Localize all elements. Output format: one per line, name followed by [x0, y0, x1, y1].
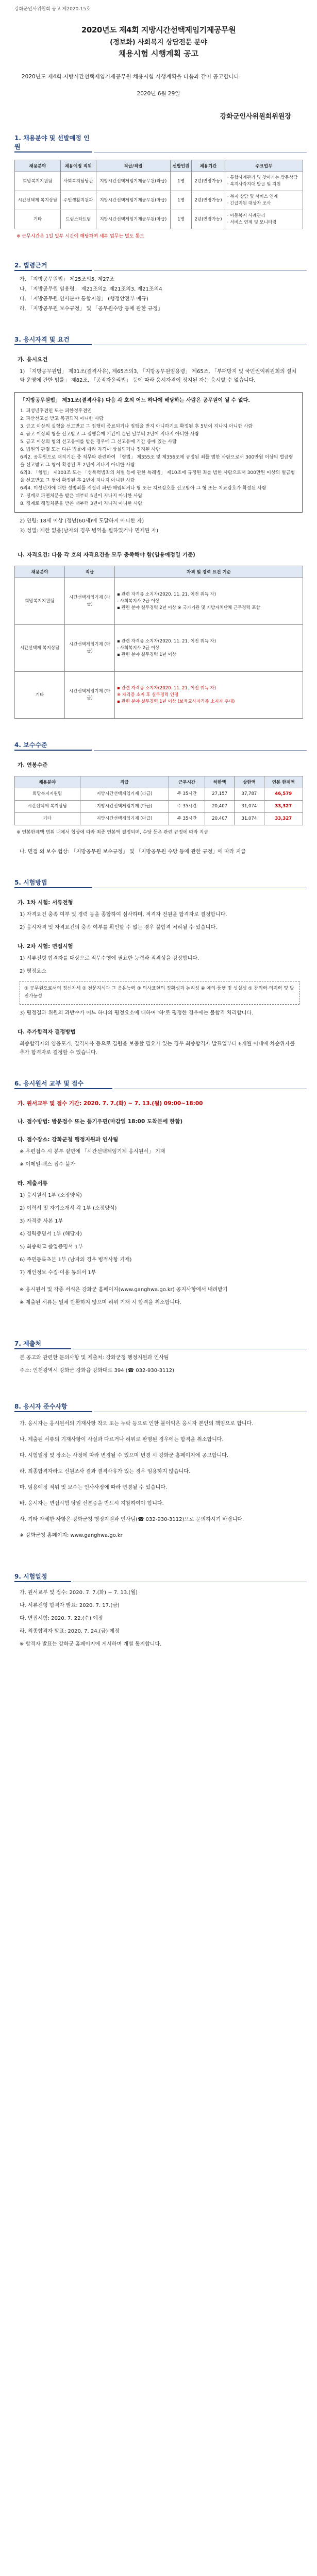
schedule-item: 가. 원서교부 및 접수: 2020. 7. 7.(화) ~ 7. 13.(월) [20, 1590, 138, 1596]
table-cell: 시간선택제 복지상담 [15, 191, 61, 210]
section-9-title: 9. 시험일정 [14, 1573, 47, 1580]
paragraph: ※ 우편접수 시 봉투 겉면에 「시간선택제임기제 응시원서」 기재 [20, 1149, 165, 1155]
document-item: 5) 최종학교 졸업증명서 1부 [20, 1244, 83, 1250]
table-header: 상한액 [235, 776, 264, 788]
schedule-item: 다. 면접시험: 2020. 7. 22.(수) 예정 [20, 1616, 103, 1621]
subsection-title: 다. 접수장소: 강화군청 행정지원과 인사팀 [18, 1137, 119, 1143]
website-note: ※ 강화군청 홈페이지: www.ganghwa.go.kr [20, 1533, 123, 1538]
table-cell: ▪ 관련 자격증 소지자(2020. 11. 21. 이전 취득 자) ※ 자격증 소지 후 실무경력 인정 ▪ 관련 분야 실무경력 1년 이상 (보육교사자격증 소지자 우대) [115, 672, 303, 719]
paragraph: 2) 평정요소 [20, 969, 47, 974]
schedule-item: 라. 최종합격자 발표: 2020. 7. 24.(금) 예정 [20, 1629, 120, 1634]
document-item: 6) 주민등록초본 1부 (남자의 경우 병적사항 기재) [20, 1257, 132, 1263]
header-line2: (정보화) 사회복지 상담전문 분야 [110, 39, 207, 46]
table-cell: 시간선택제 복지상담 [15, 801, 80, 813]
table-header: 직급/직렬 [96, 160, 170, 172]
document-item: 2) 이력서 및 자기소개서 각 1부 (소정양식) [20, 1206, 117, 1211]
table-cell: 기타 [15, 813, 80, 825]
paragraph: 최종합격자의 임용포기, 결격사유 등으로 결원을 보충할 필요가 있는 경우 최종합격자 발표일부터 6개월 이내에 차순위자를 추가 합격자로 결정할 수 있습니다. [20, 1041, 295, 1056]
section-1-title: 1. 채용분야 및 선발예정 인원 [14, 134, 90, 150]
paragraph: 나. 면접 외 보수 협상: 「지방공무원 보수규정」 및 「지방공무원 수당 등에 관한 규정」에 따라 지급 [20, 849, 246, 855]
intro-text: 2020년도 제4회 지방시간선택제임기제공무원 채용시험 시행계획을 다음과 같이 공고합니다. [22, 74, 241, 80]
table-cell: ▪ 관련 자격증 소지자(2020. 11. 21. 이전 취득 자) - 사회복지사 2급 이상 ▪ 관련 분야 실무경력 2년 이상 ※ 국가기관 및 지방자치단체 근무경력 포함 [115, 578, 303, 625]
disqualification-box [14, 392, 303, 513]
table-cell: 지방시간선택제임기제공무원(마급) [96, 191, 170, 210]
salary-note: ※ 연봉한계액 범위 내에서 협상에 따라 최종 연봉액 결정되며, 수당 등은 관련 규정에 따라 지급 [16, 830, 209, 835]
table-cell: 20,407 [205, 813, 235, 825]
section-7-heading [14, 1338, 307, 1349]
table-cell: 33,327 [264, 801, 303, 813]
table-cell: 주 35시간 [169, 788, 205, 801]
section-4-heading [14, 739, 307, 751]
table-row [15, 625, 303, 672]
table-row [15, 801, 303, 813]
section-8-heading [14, 1401, 307, 1412]
table-cell: 시간선택제임기제 (마급) [65, 672, 115, 719]
table-header: 채용분야 [15, 566, 65, 578]
box-line: 7. 징계로 파면처분을 받은 때부터 5년이 지나지 아니한 사람 [20, 494, 143, 499]
section-6-heading [14, 1078, 307, 1089]
table-cell: · 통합사례관리 및 찾아가는 방문상담 · 복지사각지대 발굴 및 지원 [225, 172, 303, 191]
table-cell: 지방시간선택제임기제공무원(라급) [96, 172, 170, 191]
table-cell: 희망복지지원팀 [15, 578, 65, 625]
table-row [15, 172, 303, 191]
table-cell: 지방시간선택제임기제 (라급) [80, 788, 169, 801]
paragraph: ※ 제출된 서류는 일체 반환하지 않으며 허위 기재 시 합격을 취소합니다. [20, 1300, 181, 1306]
table-cell: 기타 [15, 672, 65, 719]
section-7-title: 7. 제출처 [14, 1340, 41, 1347]
subsection-title: 다. 추가합격자 결정방법 [18, 1029, 76, 1035]
section-4-title: 4. 보수수준 [14, 741, 47, 749]
table-cell: 사회복지담당관 [60, 172, 96, 191]
document-item: 3) 자격증 사본 1부 [20, 1218, 63, 1224]
table-header: 선발인원 [170, 160, 191, 172]
paragraph: 주소: 인천광역시 강화군 강화읍 강화대로 394 (☎ 032-930-3112) [20, 1368, 175, 1374]
table-cell: 1명 [170, 210, 191, 229]
subsection-title: 나. 2차 시험: 면접시험 [18, 943, 73, 950]
subsection-title: 나. 자격요건: 다음 각 호의 자격요건을 모두 충족해야 함(임용예정일 기준) [18, 552, 195, 558]
evaluation-elements: ① 공무원으로서의 정신자세 ② 전문지식과 그 응용능력 ③ 의사표현의 정확성과 논리성 ④ 예의·품행 및 성실성 ⑤ 창의력·의지력 및 발전가능성 [20, 981, 299, 1005]
section-2-heading [14, 260, 307, 271]
header-line1: 2020년도 제4회 지방시간선택제임기제공무원 [81, 25, 236, 35]
paragraph: 3) 성별: 제한 없음(남자의 경우 병역을 필하였거나 면제된 자) [20, 528, 159, 534]
table-cell: 1명 [170, 191, 191, 210]
table-cell: 46,579 [264, 788, 303, 801]
announcement-header [10, 24, 307, 59]
section-2-title: 2. 법령근거 [14, 262, 47, 269]
table-cell: 주 35시간 [169, 813, 205, 825]
section-1-heading [14, 134, 307, 152]
table-cell: 기타 [15, 210, 61, 229]
law-item: 가. 「지방공무원법」 제25조의5, 제27조 [20, 277, 114, 282]
salary-table [14, 776, 303, 825]
box-line: 5. 금고 이상의 형의 선고유예를 받은 경우에 그 선고유예 기간 중에 있는 사람 [20, 439, 177, 445]
rule-item: 바. 응시자는 면접시험 당일 신분증을 반드시 지참하여야 합니다. [20, 1501, 164, 1506]
paragraph: 2) 연령: 18세 이상 (정년(60세)에 도달하지 아니한 자) [20, 518, 144, 524]
section-1-note: ※ 근무시간은 1일 일부 시간에 해당하며 세부 업무는 별도 통보 [16, 234, 144, 239]
announcement-date: 2020년 6월 29일 [137, 91, 180, 97]
table-header: 자격 및 경력 요건 기준 [115, 566, 303, 578]
law-item: 나. 「지방공무원 임용령」 제21조의2, 제21조의3, 제21조의4 [20, 286, 162, 292]
page [10, 0, 307, 1649]
document-number: 강화군인사위원회 공고 제2020-15호 [14, 7, 91, 12]
document-item: 4) 경력증명서 1부 (해당자) [20, 1231, 82, 1237]
section-8-title: 8. 응시자 준수사항 [14, 1403, 68, 1410]
table-row [15, 788, 303, 801]
rule-item: 다. 시험일정 및 장소는 사정에 따라 변경될 수 있으며 변경 시 강화군 홈페이지에 공고합니다. [20, 1453, 229, 1459]
table-cell: 지방시간선택제임기제 (마급) [80, 801, 169, 813]
qualification-table [14, 566, 303, 719]
table-row [15, 813, 303, 825]
table-cell: 시간선택제임기제 (마급) [65, 625, 115, 672]
table-cell: 27,157 [205, 788, 235, 801]
law-item: 다. 「지방공무원 인사분야 통합지침」 (행정안전부 예규) [20, 296, 148, 302]
table-header: 채용예정 직위 [60, 160, 96, 172]
table-header: 직급 [80, 776, 169, 788]
table-cell: · 아동복지 사례관리 · 서비스 연계 및 모니터링 [225, 210, 303, 229]
table-header: 연봉 한계액 [264, 776, 303, 788]
section-3-heading [14, 334, 307, 345]
rule-item: 마. 임용예정 직위 및 보수는 인사사정에 따라 변경될 수 있습니다. [20, 1485, 168, 1490]
table-cell: 31,074 [235, 813, 264, 825]
paragraph: 1) 서류전형 합격자를 대상으로 직무수행에 필요한 능력과 적격성을 검정합니다. [20, 956, 199, 961]
table-cell: 20,407 [205, 801, 235, 813]
table-header: 주요업무 [225, 160, 303, 172]
subsection-title: 가. 응시요건 [18, 357, 48, 363]
subsection-title: 가. 원서교부 및 접수 기간: 2020. 7. 7.(화) ~ 7. 13.(월) 09:00~18:00 [18, 1100, 203, 1107]
closing-note: ※ 합격자 발표는 강화군 홈페이지에 게시하며 개별 통지합니다. [20, 1641, 162, 1647]
issuing-organization: 강화군인사위원회위원장 [220, 113, 291, 121]
box-line: 8. 징계로 해임처분을 받은 때부터 3년이 지나지 아니한 사람 [20, 501, 143, 506]
table-cell: 드림스타트팀 [60, 210, 96, 229]
table-cell: 시간선택제 복지상담 [15, 625, 65, 672]
subsection-title: 라. 제출서류 [18, 1180, 48, 1187]
box-line: 4. 금고 이상의 형을 선고받고 그 집행유예 기간이 끝난 날부터 2년이 지나지 아니한 사람 [20, 432, 199, 437]
box-line: 2. 파산선고를 받고 복권되지 아니한 사람 [20, 416, 104, 421]
table-cell: 지방시간선택제임기제공무원(마급) [96, 210, 170, 229]
table-header: 하한액 [205, 776, 235, 788]
table-header: 직급 [65, 566, 115, 578]
paragraph: 본 공고와 관련한 문의사항 및 제출처: 강화군청 행정지원과 인사팀 [20, 1355, 169, 1361]
section-5-heading [14, 877, 307, 888]
table-cell: 2년(연장가능) [192, 191, 225, 210]
box-line: 6의4. 미성년자에 대한 성범죄를 저질러 파면·해임되거나 형 또는 치료감호를 선고받아 그 형 또는 치료감호가 확정된 사람 [20, 486, 266, 491]
table-cell: 시간선택제임기제 (라급) [65, 578, 115, 625]
box-line: 6의3. 「형법」 제303조 또는 「성폭력범죄의 처벌 등에 관한 특례법」 제10조에 규정된 죄를 범한 사람으로서 300만원 이상의 벌금형을 선고받고 그 형이 확정된 후 2년이 지나지 아니한 사람 [20, 470, 295, 483]
table-header: 근무시간 [169, 776, 205, 788]
table-header: 채용기간 [192, 160, 225, 172]
table-cell: ▪ 관련 자격증 소지자(2020. 11. 21. 이전 취득 자) - 사회복지사 2급 이상 ▪ 관련 분야 실무경력 1년 이상 [115, 625, 303, 672]
table-cell: · 복지 상담 및 서비스 연계 · 긴급지원 대상자 조사 [225, 191, 303, 210]
law-item: 라. 「지방공무원 보수규정」 및 「공무원수당 등에 관한 규정」 [20, 306, 163, 312]
table-cell: 31,074 [235, 801, 264, 813]
section-6-title: 6. 응시원서 교부 및 접수 [14, 1080, 84, 1087]
schedule-item: 나. 서류전형 합격자 발표: 2020. 7. 17.(금) [20, 1603, 120, 1608]
table-cell: 1명 [170, 172, 191, 191]
table-row [15, 578, 303, 625]
paragraph: 1) 자격요건 충족 여부 및 경력 등을 종합하여 심사하며, 적격자 전원을 합격자로 결정합니다. [20, 912, 227, 918]
box-line: 6. 법원의 판결 또는 다른 법률에 따라 자격이 상실되거나 정지된 사람 [20, 447, 160, 452]
rule-item: 사. 기타 자세한 사항은 강화군청 행정지원과 인사팀(☎ 032-930-3112)으로 문의하시기 바랍니다. [20, 1517, 244, 1522]
paragraph: ※ 응시원서 및 각종 서식은 강화군 홈페이지(www.ganghwa.go.kr) 공지사항에서 내려받기 [20, 1287, 228, 1293]
section-3-title: 3. 응시자격 및 요건 [14, 336, 70, 343]
paragraph: 3) 평정결과 위원의 과반수가 어느 하나의 평정요소에 대하여 '하'로 평정한 경우에는 불합격 처리합니다. [20, 1010, 254, 1016]
box-line: 6의2. 공무원으로 재직기간 중 직무와 관련하여 「형법」 제355조 및 제356조에 규정된 죄를 범한 사람으로서 300만원 이상의 벌금형을 선고받고 그 형이 확정된 후 2년이 지나지 아니한 사람 [20, 455, 293, 468]
table-cell: 2년(연장가능) [192, 210, 225, 229]
table-header: 채용분야 [15, 776, 80, 788]
table-cell: 희망복지지원팀 [15, 788, 80, 801]
paragraph: 1) 「지방공무원법」 제31조(결격사유), 제65조의3, 「지방공무원임용령」 제65조, 「부패방지 및 국민권익위원회의 설치와 운영에 관한 법률」 제82조, 「공직자윤리법」 등에 따라 응시자격이 정지된 자는 응시할 수 없습니다. [20, 369, 297, 383]
table-cell: 주민생활지원과 [60, 191, 96, 210]
rule-item: 나. 제출된 서류의 기재사항이 사실과 다르거나 허위로 판명된 경우에는 합격을 취소합니다. [20, 1437, 224, 1443]
table-row [15, 210, 303, 229]
document-item: 1) 응시원서 1부 (소정양식) [20, 1193, 82, 1198]
rule-item: 가. 응시자는 응시원서의 기재사항 착오 또는 누락 등으로 인한 불이익은 응시자 본인의 책임으로 합니다. [20, 1421, 254, 1427]
table-cell: 지방시간선택제임기제 (마급) [80, 813, 169, 825]
paragraph: ※ 이메일·팩스 접수 불가 [20, 1162, 76, 1167]
paragraph: 2) 응시자격 및 자격요건의 충족 여부를 확인할 수 없는 경우 불합격 처리될 수 있습니다. [20, 925, 218, 930]
subsection-title: 가. 1차 시험: 서류전형 [18, 900, 73, 906]
rule-item: 라. 최종합격자라도 신원조사 결과 결격사유가 있는 경우 임용하지 않습니다. [20, 1469, 191, 1475]
table-row [15, 191, 303, 210]
table-cell: 주 35시간 [169, 801, 205, 813]
box-line: 3. 금고 이상의 실형을 선고받고 그 집행이 종료되거나 집행을 받지 아니하기로 확정된 후 5년이 지나지 아니한 사람 [20, 424, 253, 429]
box-title: 「지방공무원법」 제31조(결격사유) 다음 각 호의 어느 하나에 해당하는 사람은 공무원이 될 수 없다. [20, 398, 251, 403]
box-line: 1. 피성년후견인 또는 피한정후견인 [20, 409, 92, 414]
table-cell: 37,787 [235, 788, 264, 801]
section-9-heading [14, 1571, 307, 1582]
table-cell: 2년(연장가능) [192, 172, 225, 191]
subsection-title: 가. 연봉수준 [18, 762, 48, 768]
table-cell: 희망복지지원팀 [15, 172, 61, 191]
table-header: 채용분야 [15, 160, 61, 172]
section-5-title: 5. 시험방법 [14, 879, 47, 886]
subsection-title: 나. 접수방법: 방문접수 또는 등기우편(마감일 18:00 도착분에 한함) [18, 1118, 183, 1125]
header-line3: 채용시험 시행계획 공고 [118, 49, 199, 58]
table-cell: 33,327 [264, 813, 303, 825]
recruitment-table [14, 160, 303, 229]
table-row [15, 672, 303, 719]
document-item: 7) 개인정보 수집·이용 동의서 1부 [20, 1270, 96, 1276]
